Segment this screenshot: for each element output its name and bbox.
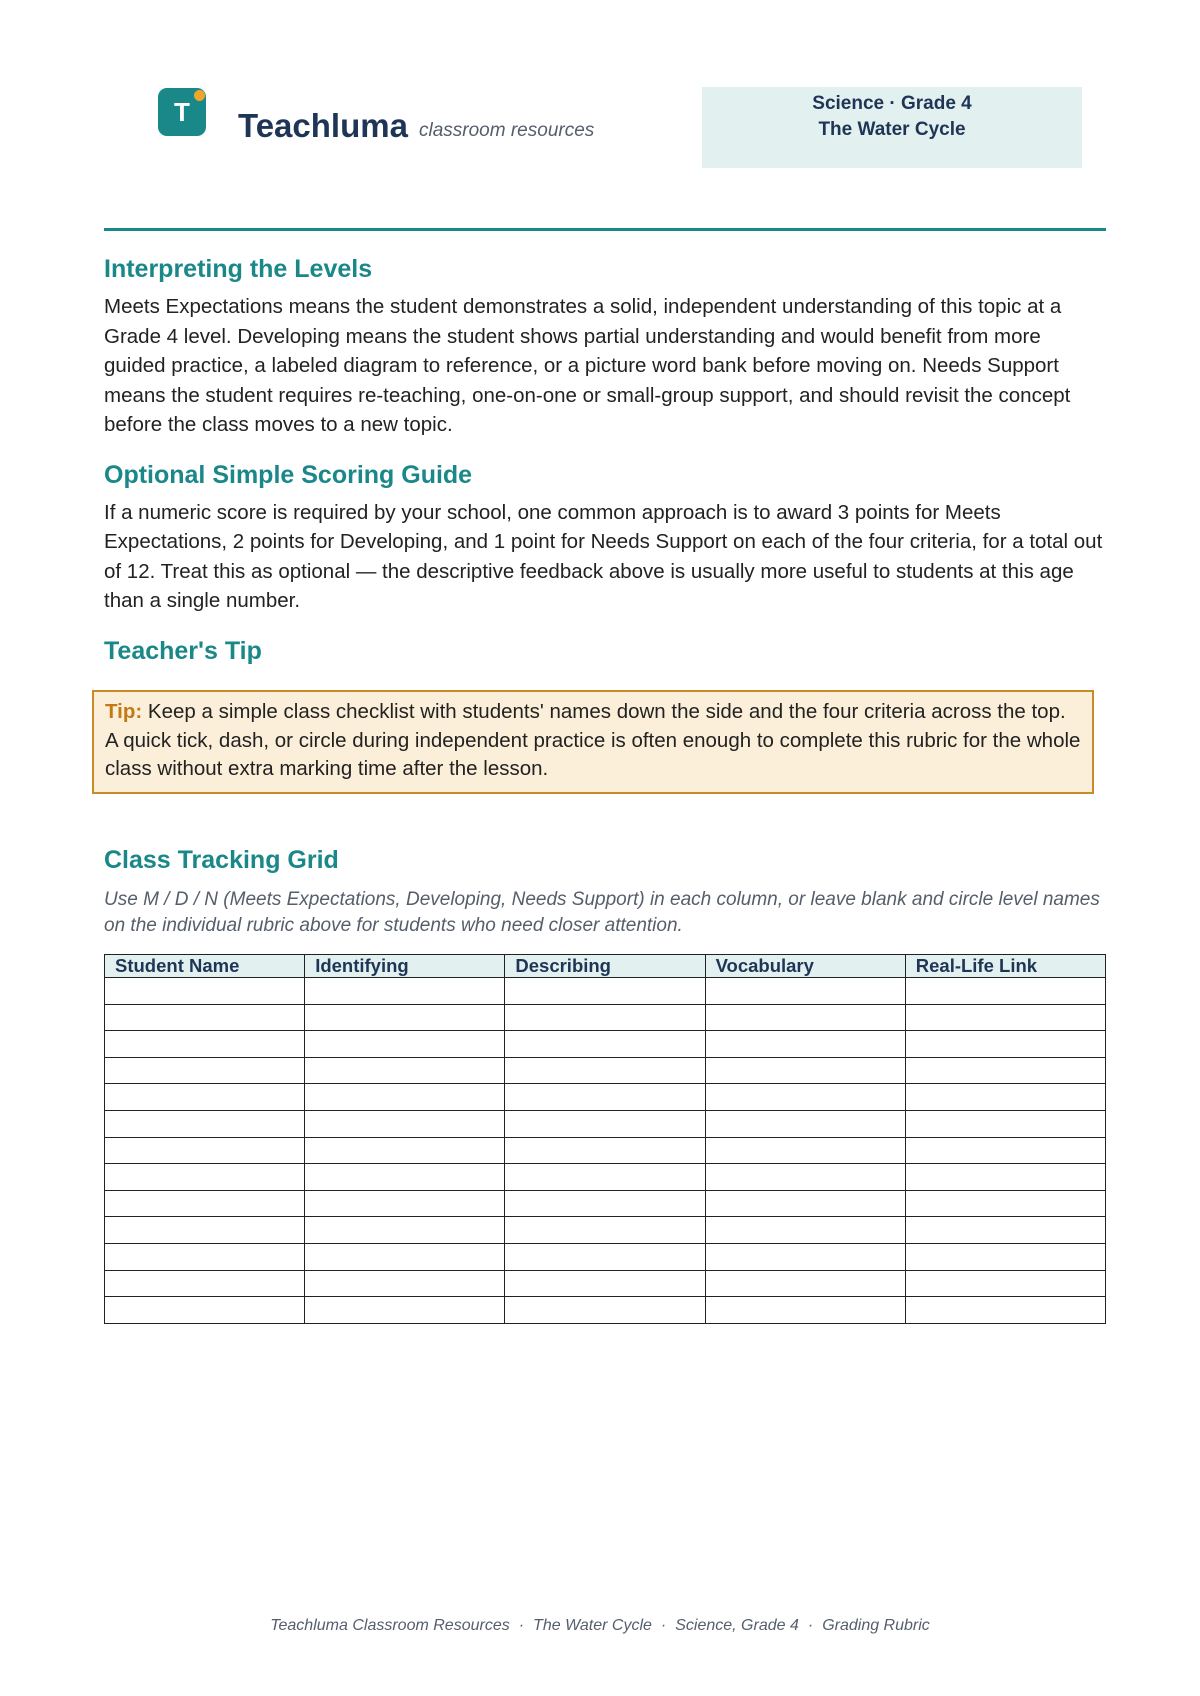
table-cell[interactable] bbox=[905, 1084, 1105, 1111]
table-cell[interactable] bbox=[105, 1217, 305, 1244]
table-cell[interactable] bbox=[705, 1297, 905, 1324]
table-cell[interactable] bbox=[505, 1084, 705, 1111]
tip-callout bbox=[92, 690, 1094, 794]
table-cell[interactable] bbox=[105, 1297, 305, 1324]
class-tracking-table bbox=[104, 954, 1106, 1324]
section-heading: Teacher's Tip bbox=[104, 636, 262, 665]
table-cell[interactable] bbox=[705, 978, 905, 1005]
table-row bbox=[105, 978, 1106, 1005]
table-cell[interactable] bbox=[105, 1084, 305, 1111]
column-header-describing: Describing bbox=[505, 955, 705, 978]
table-cell[interactable] bbox=[905, 1057, 1105, 1084]
table-cell[interactable] bbox=[105, 1270, 305, 1297]
logo-accent-dot bbox=[194, 90, 205, 101]
table-cell[interactable] bbox=[105, 1110, 305, 1137]
table-row bbox=[105, 1270, 1106, 1297]
table-cell[interactable] bbox=[105, 1137, 305, 1164]
table-cell[interactable] bbox=[305, 1031, 505, 1058]
tracking-grid-note: Use M / D / N (Meets Expectations, Developing, Needs Support) in each column, or leave blank and circle level names on the individual rubric above for students who need closer attention. bbox=[104, 889, 1100, 936]
header-divider bbox=[104, 228, 1106, 231]
footer-separator: · bbox=[660, 1617, 667, 1634]
brand-tagline: classroom resources bbox=[419, 120, 595, 141]
footer-subject: Science, Grade 4 bbox=[675, 1617, 799, 1634]
logo-icon: T bbox=[158, 88, 206, 136]
table-cell[interactable] bbox=[905, 1164, 1105, 1191]
section-body: If a numeric score is required by your school, one common approach is to award 3 points for Meets Expectations, 2 points for Developing, and 1 point for Needs Support on each of the four criteria, for a total out of 12. Treat this as optional — the descriptive feedback above is usually more useful to students at this age than a single number. bbox=[104, 500, 1103, 612]
table-cell[interactable] bbox=[705, 1031, 905, 1058]
main-content bbox=[104, 252, 1106, 668]
table-body bbox=[105, 978, 1106, 1324]
table-cell[interactable] bbox=[705, 1270, 905, 1297]
footer-publisher: Teachluma Classroom Resources bbox=[270, 1617, 510, 1634]
table-cell[interactable] bbox=[505, 1137, 705, 1164]
table-cell[interactable] bbox=[305, 1243, 505, 1270]
footer-doc-type: Grading Rubric bbox=[822, 1617, 930, 1634]
subject-badge bbox=[702, 87, 1082, 168]
tip-label: Tip: bbox=[105, 700, 143, 723]
table-cell[interactable] bbox=[505, 1004, 705, 1031]
table-cell[interactable] bbox=[505, 1217, 705, 1244]
table-cell[interactable] bbox=[105, 1190, 305, 1217]
table-cell[interactable] bbox=[705, 1164, 905, 1191]
table-cell[interactable] bbox=[505, 1243, 705, 1270]
table-cell[interactable] bbox=[505, 1110, 705, 1137]
table-cell[interactable] bbox=[105, 978, 305, 1005]
table-cell[interactable] bbox=[705, 1190, 905, 1217]
table-cell[interactable] bbox=[505, 1270, 705, 1297]
table-row bbox=[105, 1137, 1106, 1164]
table-row bbox=[105, 1164, 1106, 1191]
table-cell[interactable] bbox=[305, 1297, 505, 1324]
table-cell[interactable] bbox=[305, 1137, 505, 1164]
table-row bbox=[105, 1110, 1106, 1137]
footer-topic: The Water Cycle bbox=[533, 1617, 652, 1634]
table-cell[interactable] bbox=[505, 1164, 705, 1191]
section-heading: Interpreting the Levels bbox=[104, 255, 373, 283]
table-header-row bbox=[105, 955, 1106, 978]
tip-text: Keep a simple class checklist with students' names down the side and the four criteria across the top. A quick tick, dash, or circle during independent practice is often enough to complete this rubric for the whole class without extra marking time after the lesson. bbox=[105, 700, 1081, 780]
table-cell[interactable] bbox=[105, 1031, 305, 1058]
table-cell[interactable] bbox=[305, 1217, 505, 1244]
table-cell[interactable] bbox=[705, 1243, 905, 1270]
table-cell[interactable] bbox=[305, 1057, 505, 1084]
footer-separator: · bbox=[807, 1617, 814, 1634]
footer-separator: · bbox=[518, 1617, 525, 1634]
table-row bbox=[105, 1057, 1106, 1084]
table-row bbox=[105, 1297, 1106, 1324]
table-cell[interactable] bbox=[305, 1110, 505, 1137]
brand-name: Teachluma bbox=[238, 107, 408, 144]
table-cell[interactable] bbox=[305, 1164, 505, 1191]
table-cell[interactable] bbox=[905, 1031, 1105, 1058]
table-cell[interactable] bbox=[705, 1004, 905, 1031]
table-cell[interactable] bbox=[905, 1004, 1105, 1031]
table-cell[interactable] bbox=[505, 1190, 705, 1217]
table-cell[interactable] bbox=[905, 1110, 1105, 1137]
section-teachers-tip bbox=[104, 634, 1106, 668]
table-cell[interactable] bbox=[905, 1190, 1105, 1217]
table-row bbox=[105, 1243, 1106, 1270]
table-cell[interactable] bbox=[705, 1137, 905, 1164]
table-cell[interactable] bbox=[305, 1084, 505, 1111]
section-scoring-guide bbox=[104, 458, 1106, 616]
subject-grade: Science · Grade 4 bbox=[812, 93, 972, 114]
page-footer bbox=[0, 1617, 1200, 1635]
table-cell[interactable] bbox=[305, 1190, 505, 1217]
table-cell[interactable] bbox=[305, 1270, 505, 1297]
section-interpreting-levels bbox=[104, 252, 1106, 440]
table-cell[interactable] bbox=[305, 1004, 505, 1031]
table-cell[interactable] bbox=[905, 1270, 1105, 1297]
table-cell[interactable] bbox=[505, 978, 705, 1005]
table-row bbox=[105, 1190, 1106, 1217]
column-header-student-name: Student Name bbox=[105, 955, 305, 978]
table-cell[interactable] bbox=[905, 1297, 1105, 1324]
column-header-vocabulary: Vocabulary bbox=[705, 955, 905, 978]
topic-title: The Water Cycle bbox=[818, 119, 966, 140]
table-cell[interactable] bbox=[905, 978, 1105, 1005]
table-row bbox=[105, 1004, 1106, 1031]
table-cell[interactable] bbox=[905, 1217, 1105, 1244]
table-row bbox=[105, 1217, 1106, 1244]
table-row bbox=[105, 1084, 1106, 1111]
column-header-identifying: Identifying bbox=[305, 955, 505, 978]
table-cell[interactable] bbox=[105, 1164, 305, 1191]
table-cell[interactable] bbox=[705, 1084, 905, 1111]
table-cell[interactable] bbox=[505, 1057, 705, 1084]
table-cell[interactable] bbox=[105, 1004, 305, 1031]
table-cell[interactable] bbox=[705, 1217, 905, 1244]
table-cell[interactable] bbox=[105, 1243, 305, 1270]
tracking-grid-title: Class Tracking Grid bbox=[104, 846, 339, 874]
section-body: Meets Expectations means the student demonstrates a solid, independent understanding of this topic at a Grade 4 level. Developing means the student shows partial understanding and would benefit from more guided practice, a labeled diagram to reference, or a picture word bank before moving on. Needs Support means the student requires re-teaching, one-on-one or small-group support, and should revisit the concept before the class moves to a new topic. bbox=[104, 295, 1071, 436]
section-heading: Optional Simple Scoring Guide bbox=[104, 460, 473, 489]
table-cell[interactable] bbox=[305, 978, 505, 1005]
table-cell[interactable] bbox=[705, 1110, 905, 1137]
table-cell[interactable] bbox=[505, 1031, 705, 1058]
table-row bbox=[105, 1031, 1106, 1058]
table-cell[interactable] bbox=[905, 1243, 1105, 1270]
table-cell[interactable] bbox=[505, 1297, 705, 1324]
table-cell[interactable] bbox=[105, 1057, 305, 1084]
column-header-real-life-link: Real-Life Link bbox=[905, 955, 1105, 978]
table-cell[interactable] bbox=[905, 1137, 1105, 1164]
table-cell[interactable] bbox=[705, 1057, 905, 1084]
